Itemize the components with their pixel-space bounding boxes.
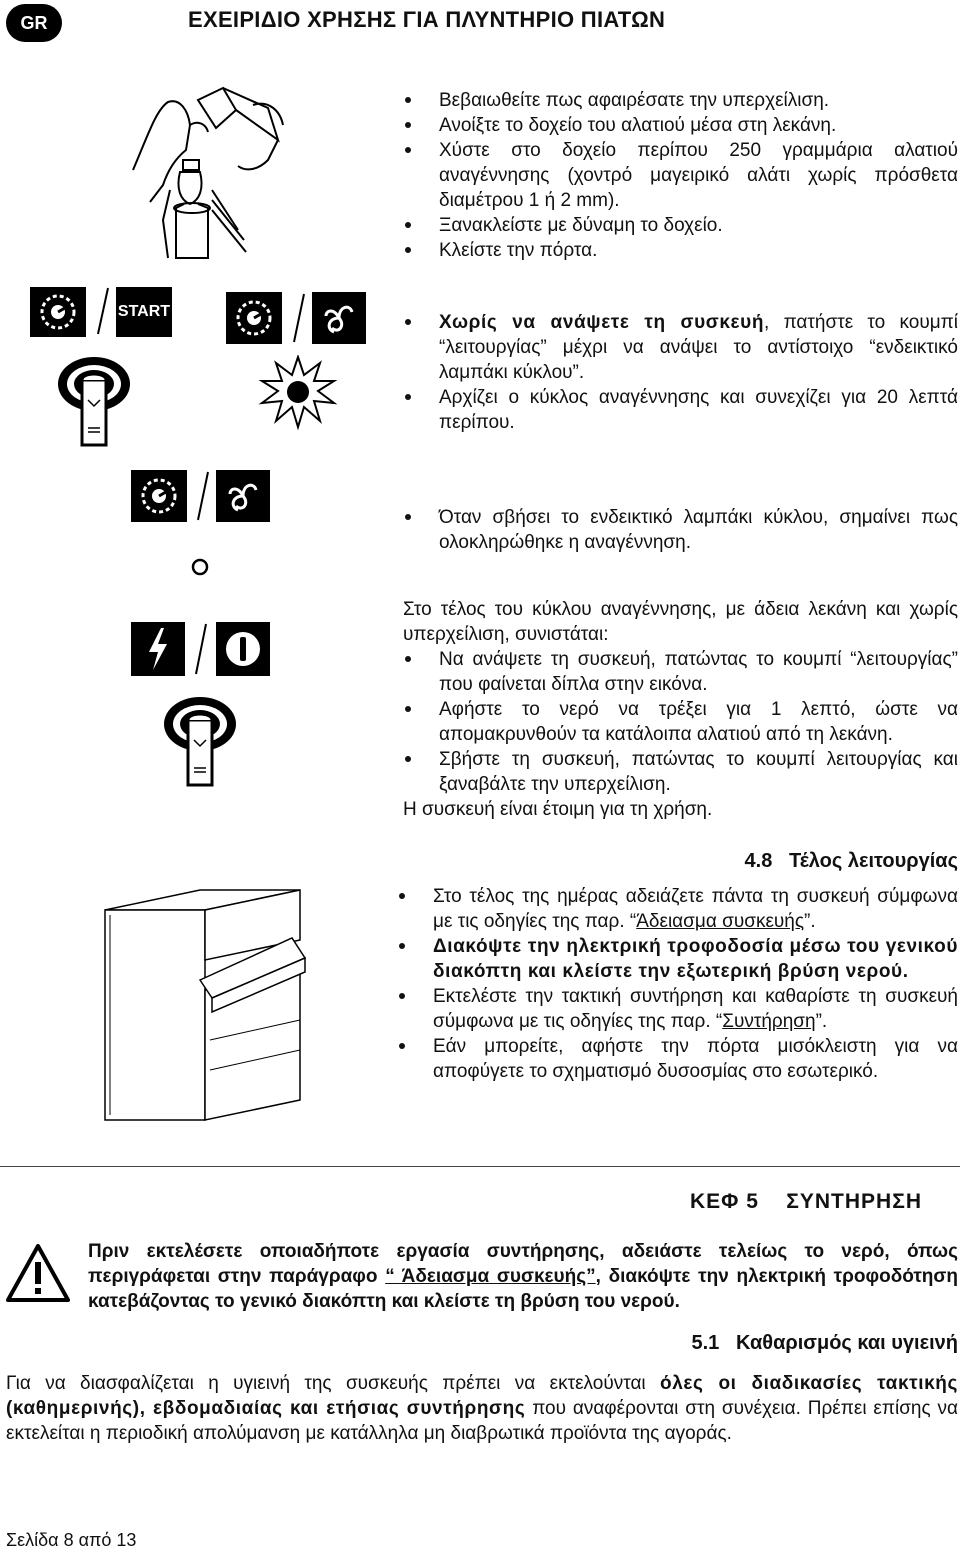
lang-badge-text: GR: [20, 12, 48, 33]
end-regen-step: Να ανάψετε τη συσκευή, πατώντας το κουμπί “λειτουργίας” που φαίνεται δίπλα στην εικόνα.: [403, 647, 958, 697]
salt-step: Βεβαιωθείτε πως αφαιρέσατε την υπερχείλιση.: [403, 88, 958, 113]
item-text: ”.: [815, 1011, 828, 1032]
section-4-8-heading: [690, 850, 958, 873]
end-of-day-step: [397, 934, 958, 984]
chapter-label: ΚΕΦ 5: [690, 1190, 759, 1213]
item-text: Στο τέλος της ημέρας αδειάζετε πάντα τη συσκευή σύμφωνα με τις οδηγίες της παρ. “: [433, 886, 958, 932]
section-5-1-heading: [600, 1332, 958, 1355]
regen-step: [403, 310, 958, 385]
slash-divider: [292, 292, 306, 344]
cycle-lamp-off-icon: [190, 557, 210, 577]
salt-step: Ανοίξτε το δοχείο του αλατιού μέσα στη λεκάνη.: [403, 113, 958, 138]
end-regen-outro: Η συσκευή είναι έτοιμη για τη χρήση.: [403, 799, 713, 820]
page-number: Σελίδα 8 από 13: [6, 1530, 137, 1550]
press-button-illustration: [52, 350, 136, 450]
press-button-illustration: [158, 690, 242, 790]
hygiene-paragraph: [6, 1371, 958, 1446]
paragraph-bold: όλες οι διαδικασίες τακτικής (καθημερινής), εβδομαδιαίας και ετήσιας συντήρησης: [6, 1373, 958, 1419]
empty-appliance-link[interactable]: “ Άδειασμα συσκευής”: [385, 1266, 596, 1287]
section-number: 4.8: [744, 850, 773, 872]
salt-steps-list: [403, 88, 958, 263]
end-of-day-step: [397, 984, 958, 1034]
maintenance-warning: [88, 1239, 958, 1314]
end-regeneration-block: [403, 597, 958, 822]
regeneration-complete-note: [403, 505, 958, 555]
section-number: 5.1: [691, 1332, 720, 1354]
regeneration-steps: [403, 310, 958, 435]
slash-divider: [196, 470, 210, 522]
salt-step: Κλείστε την πόρτα.: [403, 238, 958, 263]
start-label: START: [117, 303, 171, 320]
regen-step-bold: Χωρίς να ανάψετε τη συσκευή: [439, 312, 765, 333]
slash-divider: [194, 622, 208, 676]
maintenance-link[interactable]: Συντήρηση: [722, 1011, 816, 1032]
empty-appliance-link[interactable]: Άδειασμα συσκευής: [636, 911, 805, 932]
cycle-lamp-on-icon: [258, 355, 338, 430]
regeneration-swirl-icon: [312, 292, 366, 344]
warning-text: , διακόψτε την ηλεκτρική τροφοδότηση κατεβάζοντας το γενικό διακόπτη και κλείστε τη βρύση του νερού.: [88, 1266, 959, 1312]
salt-step: Χύστε στο δοχείο περίπου 250 γραμμάρια αλατιού αναγέννησης (χοντρό μαγειρικό αλάτι χωρίς πρόσθετα διαμέτρου 1 ή 2 mm).: [403, 138, 958, 213]
dishwasher-illustration: [100, 880, 325, 1130]
end-regen-step: Σβήστε τη συσκευή, πατώντας το κουμπί λειτουργίας και ξαναβάλτε την υπερχείλιση.: [403, 747, 958, 797]
slash-divider: [96, 286, 110, 336]
chapter-5-heading: [690, 1190, 922, 1214]
end-of-day-step: Εάν μπορείτε, αφήστε την πόρτα μισόκλειστη για να αποφύγετε το σχηματισμό δυσοσμίας στο εσωτερικό.: [397, 1034, 958, 1084]
start-label-box: [116, 287, 172, 337]
item-bold-text: Διακόψτε την ηλεκτρική τροφοδοσία μέσω του γενικού διακόπτη και κλείστε την εξωτερική βρύση νερού.: [433, 936, 958, 982]
regen-step: Αρχίζει ο κύκλος αναγέννησης και συνεχίζει για 20 λεπτά περίπου.: [403, 385, 958, 435]
cycle-dial-icon: [226, 292, 282, 344]
end-regen-step: Αφήστε το νερό να τρέξει για 1 λεπτό, ώστε να απομακρυνθούν τα κατάλοιπα αλατιού από τη λεκάνη.: [403, 697, 958, 747]
salt-pouring-illustration: [128, 80, 288, 265]
salt-step: Ξανακλείστε με δύναμη το δοχείο.: [403, 213, 958, 238]
page-title: ΕΧΕΙΡΙΔΙΟ ΧΡΗΣΗΣ ΓΙΑ ΠΛΥΝΤΗΡΙΟ ΠΙΑΤΩΝ: [188, 7, 666, 32]
section-title: Τέλος λειτουργίας: [789, 850, 958, 872]
power-lightning-icon: [131, 622, 185, 676]
section-divider: [0, 1166, 960, 1167]
paragraph-text: Για να διασφαλίζεται η υγιεινή της συσκευής πρέπει να εκτελούνται: [6, 1373, 661, 1394]
end-regen-intro: Στο τέλος του κύκλου αναγέννησης, με άδεια λεκάνη και χωρίς υπερχείλιση, συνιστάται:: [403, 599, 958, 645]
regeneration-swirl-icon: [216, 470, 270, 522]
end-of-day-step: [397, 884, 958, 934]
on-off-icon: [216, 622, 270, 676]
section-title: Καθαρισμός και υγιεινή: [735, 1332, 958, 1354]
warning-icon: [6, 1244, 70, 1302]
cycle-dial-icon: [30, 287, 86, 337]
section-4-8-list: [397, 884, 958, 1084]
item-text: ”.: [804, 911, 816, 932]
cycle-dial-icon: [131, 470, 187, 522]
item-text: Εκτελέστε την τακτική συντήρηση και καθαρίστε τη συσκευή σύμφωνα με τις οδηγίες της παρ. “: [433, 986, 958, 1032]
warning-text: Πριν εκτελέσετε οποιαδήποτε εργασία συντήρησης, αδειάστε τελείως το νερό, όπως περιγράφεται στην παράγραφο: [88, 1241, 958, 1287]
lang-badge: [6, 4, 62, 42]
paragraph-text: που αναφέρονται στη συνέχεια. Πρέπει επίσης να εκτελείται η περιοδική απολύμανση με κατάλληλα μη διαβρωτικά προϊόντα της αγοράς.: [6, 1398, 958, 1444]
regen-step: Όταν σβήσει το ενδεικτικό λαμπάκι κύκλου, σημαίνει πως ολοκληρώθηκε η αναγέννηση.: [403, 505, 958, 555]
regen-step-rest: , πατήστε το κουμπί “λειτουργίας” μέχρι να ανάψει το αντίστοιχο “ενδεικτικό λαμπάκι κύκλου”.: [439, 312, 958, 383]
chapter-title: ΣΥΝΤΗΡΗΣΗ: [786, 1190, 922, 1213]
